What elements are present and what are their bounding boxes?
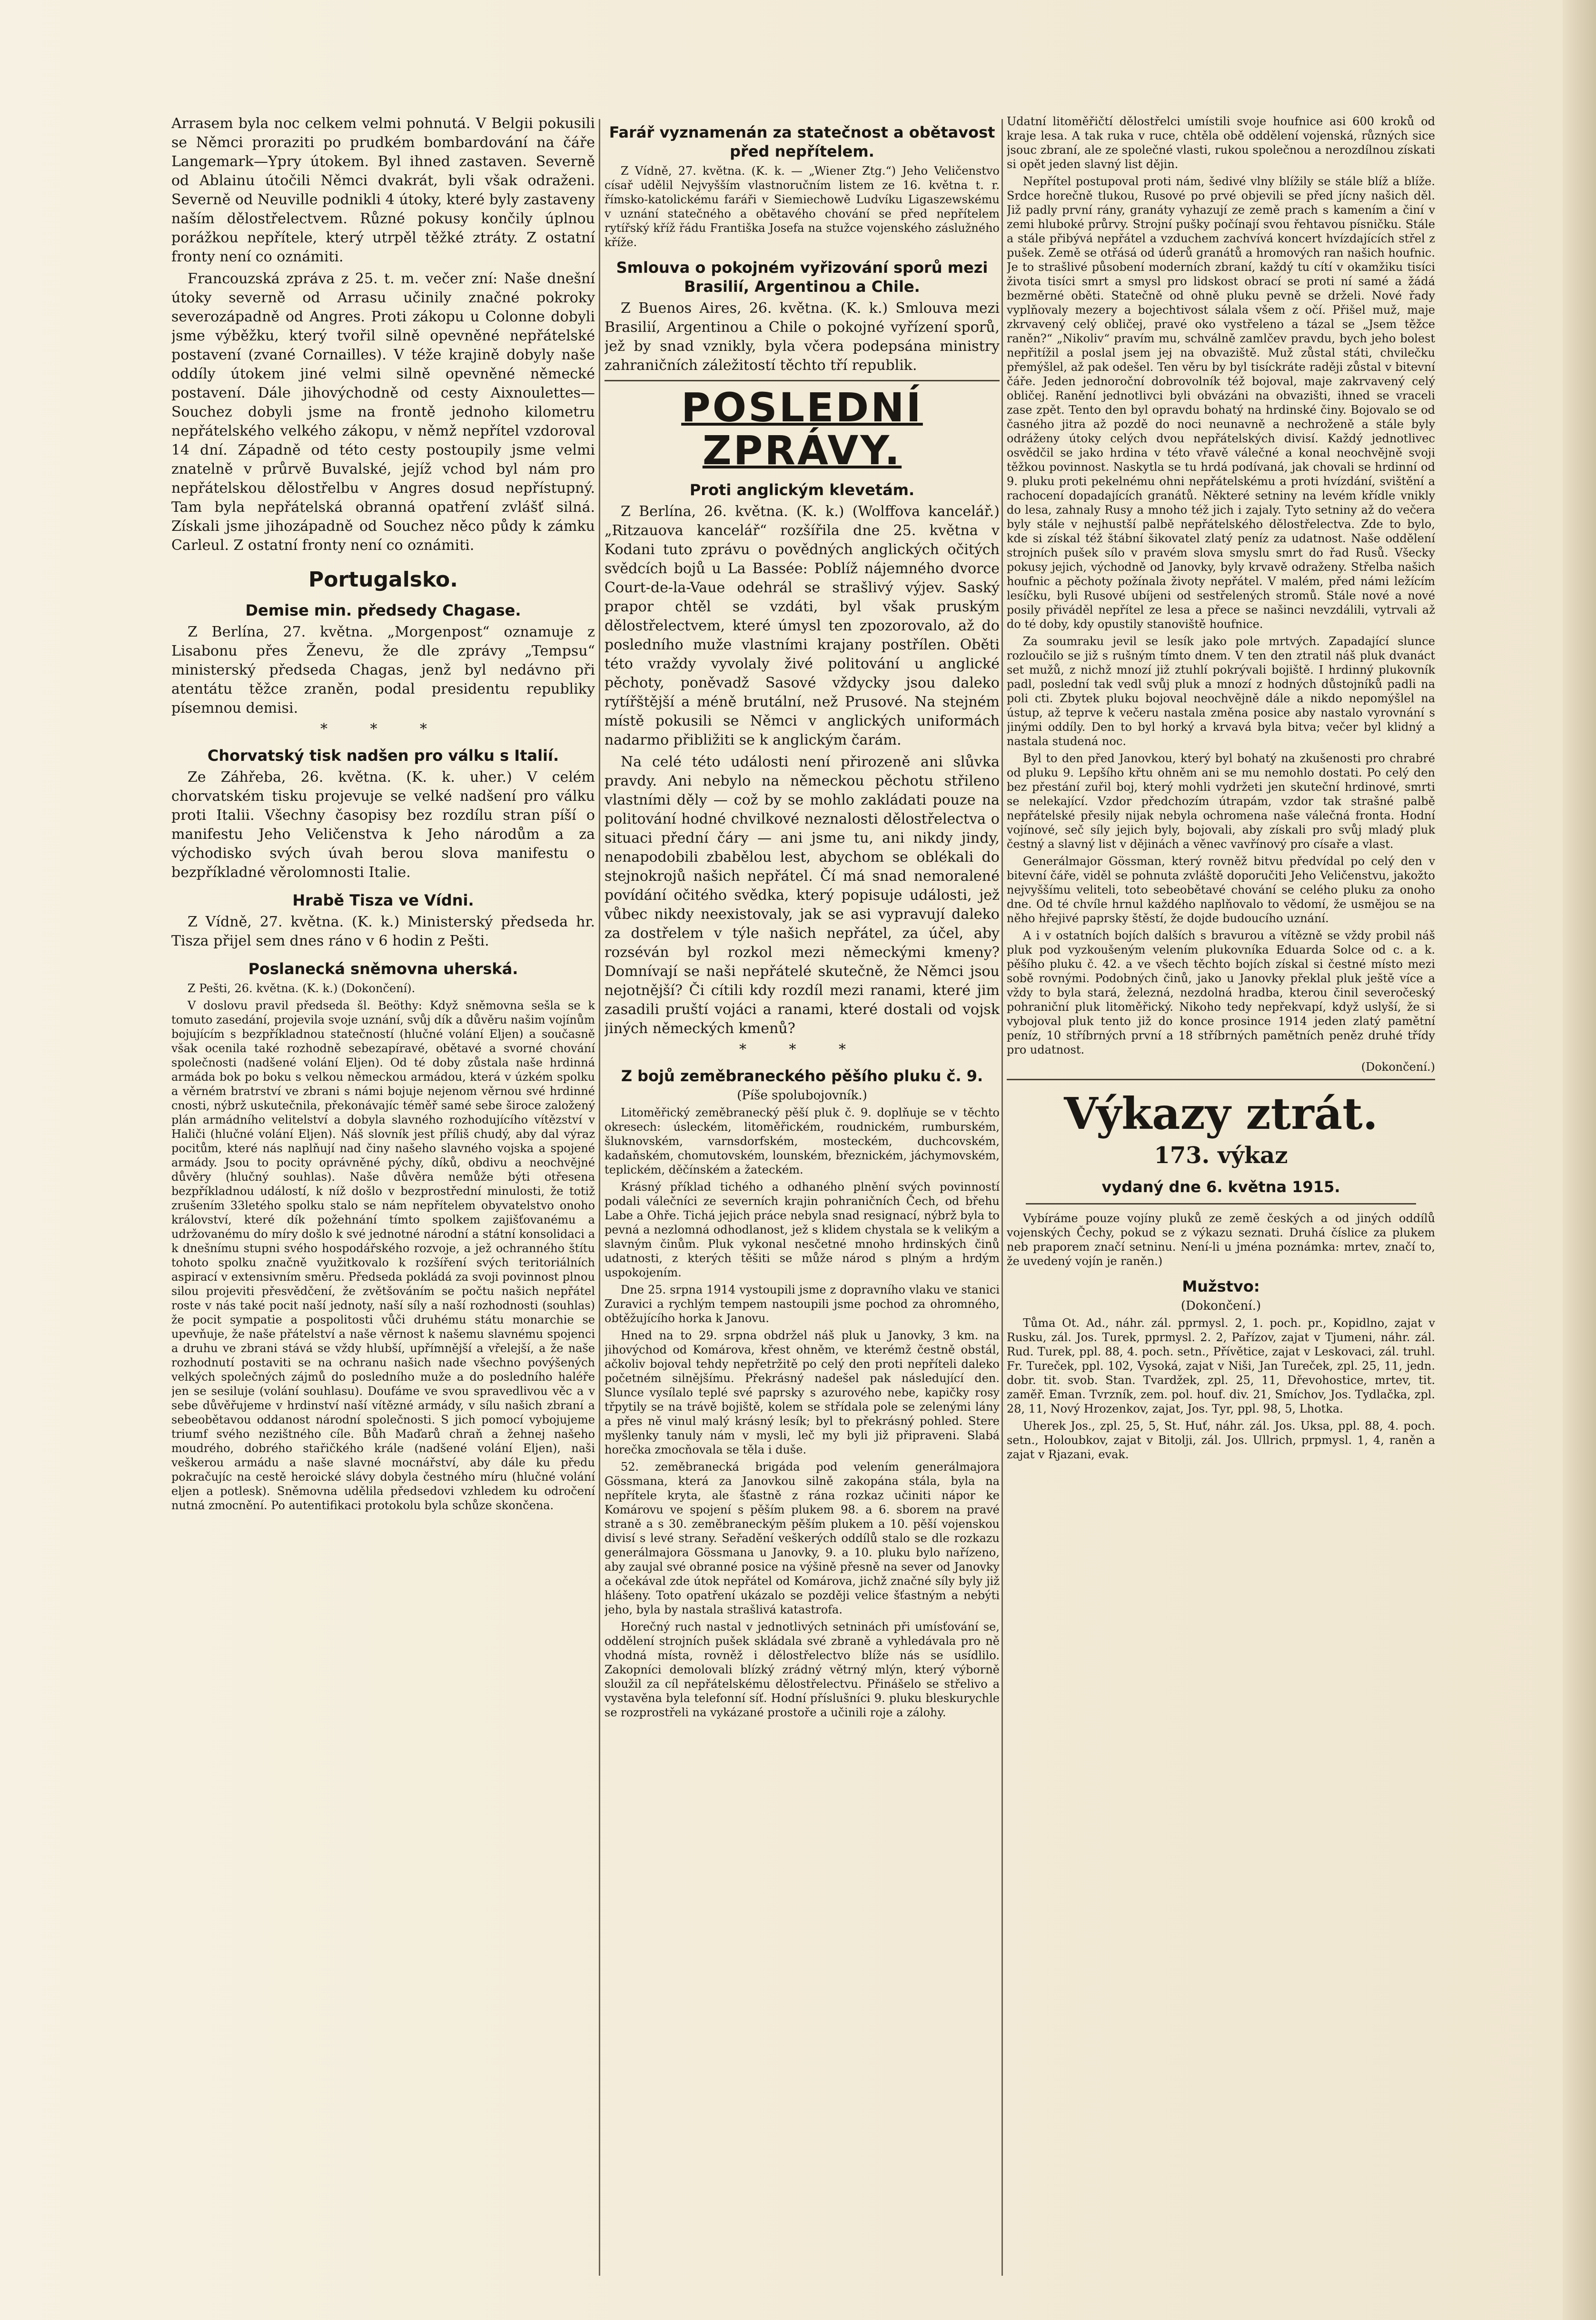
article-text: Z Berlína, 27. května. „Morgenpost“ oznamuje z Lisabonu přes Ženevu, že dle zprávy „Tempsu“ ministerský předseda Chagas, jenž byl nedávno při atentátu těžce zraněn, podal presidentu republiky písemnou demisi. — [171, 624, 595, 717]
article-text: Francouzská zpráva z 25. t. m. večer zní: Naše dnešní útoky severně od Arrasu učinily značné pokroky severozápadně od Angres. Proti zákopu u Colonne dobyli jsme výběžku, který tvořil silně opevněné nepřátelské postavení (zvané Cornailles). V téže krajině dobyly naše oddíly útokem jiné velmi silně opevněné německé postavení. Dále jihovýchodně od cesty Aixnoulettes—Souchez dobyli jsme na frontě jednoho kilometru nepřátelského velkého zákopu, v němž nepřítel vzdoroval 14 dní. Západně od této cesty postoupily jsme velmi znatelně v průrvě Buvalské, jejíž vchod byl nám pro nepřátelskou dělostřelbu v Angres dosud nepřístupný. Tam byla nepřátelská obranná opatření zvlášť silná. Získali jsme jihozápadně od Souchez něco půdy k zámku Carleul. Z ostatní fronty není co oznámiti. — [171, 270, 595, 554]
column-2 — [605, 114, 1000, 2276]
article-heading: Demise min. předsedy Chagase. — [245, 601, 521, 619]
article-text: A i v ostatních bojích dalších s bravurou a vítězně se vždy probil náš pluk pod vyzkoušeným velením plukovníka Eduarda Solce od c. a k. pěšího pluku č. 42. a ve všech těchto bojích získal si čestné místo mezi sobě rovnými. Podobných činů, jako u Janovky překlal pluk ještě více a vždy to byla stará, železná, nezdolná hradba, kterou činil severočeský pohraniční pluk litoměřický. Nikoho tedy nepřekvapí, když uslyší, že si vybojoval pluk tento již do konce prosince 1914 jeden zlatý pamětní peníz, 10 stříbrných první a 18 stříbrných pamětních peněz druhé třídy pro udatnost. — [1007, 929, 1435, 1056]
article-heading: Mužstvo: — [1182, 1277, 1260, 1295]
article-heading: Proti anglickým klevetám. — [689, 481, 915, 499]
report-number: 173. výkaz — [1154, 1142, 1288, 1169]
divider — [605, 380, 1000, 381]
article-heading: Poslanecká sněmovna uherská. — [248, 960, 518, 978]
column-1 — [171, 114, 595, 2276]
separator-stars: * * * — [739, 1041, 865, 1058]
article-text: Na celé této události není přirozeně ani slůvka pravdy. Ani nebylo na německou pěchotu střileno vlastními děly — což by se mohlo zakládati pouze na politování hodné chvilkové neznalosti dělostřelectva o situaci přední čáry — ani jsme tu, ani nikdy jindy, nenapodobili zbabělou lest, abychom se oblékali do stejnokrojů našich nepřátel. Čí má snad nemoralené povídání očitého svědka, který popisuje události, jež vůbec nikdy neexistovaly, jak se asi vypravují daleko za dostřelem v týle našich nepřátel, za účel, aby rozséván byl rozkol mezi německými kmeny? Domnívají se naši nepřátelé skutečně, že Němci jsou nejotnější? Či cítili kdy rozdíl mezi ranami, které jim zasadili pruští vojáci a ranami, které dostali od vojsk jiných německých kmenů? — [605, 754, 1000, 1037]
article-text: Dne 25. srpna 1914 vystoupili jsme z dopravního vlaku ve stanici Zuravici a rychlým tempem nastoupili jsme pochod za ohromného, obtěžujícího horka k Janovu. — [605, 1283, 1000, 1325]
article-text: Horečný ruch nastal v jednotlivých setninách při umísťování se, oddělení strojních pušek skládala své zbraně a vyhledávala pro ně vhodná místa, rovněž i dělostřelectvo blíže nás se usídlilo. Zakopníci demolovali blízký zrádný větrný mlýn, který výborně sloužil za cíl nepřátelskému dělostřelectvu. Přinášelo se střelivo a vystavěna byla telefonní síť. Hodní příslušníci 9. pluku bleskurychle se rozprostřeli na vykázané prostoře a učinili roje a zálohy. — [605, 1620, 1000, 1719]
page-edge — [1563, 0, 1596, 2320]
article-text: Za soumraku jevil se lesík jako pole mrtvých. Zapadající slunce rozloučilo se již s rušným tímto dnem. V ten den ztratil náš pluk dvanáct set mužů, z nichž mnozí již ztuhlí pokrývali bojiště. I hrdinný plukovník padl, poslední tak vedl svůj pluk a mnozí z hodných důstojníků padli na poli cti. Zbytek pluku bojoval neochvějně dále a nikdo nepomýšlel na ústup, až teprve k večeru nastala změna posice aby nastalo vyrovnání s jinými oddíly. Den to byl horký a krvavá byla bitva; večer byl klidný a nastala studená noc. — [1007, 635, 1435, 748]
article-text: Z Vídně, 27. května. (K. k.) Ministerský předseda hr. Tisza přijel sem dnes ráno v 6 hodin z Pešti. — [171, 914, 595, 949]
article-text: Hned na to 29. srpna obdržel náš pluk u Janovky, 3 km. na jihovýchod od Komárova, křest ohněm, ve kterémž čestně obstál, ačkoliv bojoval tehdy nepřetržitě po celý den proti nepříteli daleko početném silnějšímu. Překrásný nadešel pak následující den. Slunce vysílalo teplé své paprsky s azurového nebe, kapičky rosy třpytily se na trávě bojiště, kolem se střídala pole se zelenými lány a přes ně vinul malý krásný lesík; byl to překrásný pohled. Stere myšlenky tanuly nám v mysli, leč my byli již připraveni. Slabá horečka zmocňovala se těla i duše. — [605, 1329, 1000, 1456]
casualty-list: Uherek Jos., zpl. 25, 5, St. Huť, náhr. zál. Jos. Uksa, ppl. 88, 4. poch. setn., Holoubkov, zajat v Bitolji, zál. Jos. Ullrich, prpmysl. 1, 4, raněn a zajat v Rjazani, evak. — [1007, 1419, 1435, 1461]
section-banner: POSLEDNÍ ZPRÁVY. — [681, 384, 923, 474]
article-text: Z Buenos Aires, 26. května. (K. k.) Smlouva mezi Brasilií, Argentinou a Chile o pokojné vyřízení sporů, jež by snad vznikly, byla včera podepsána ministry zahraničních záležitostí těchto tří republik. — [605, 300, 1000, 374]
casualty-list: Tůma Ot. Ad., náhr. zál. pprmysl. 2, 1. poch. pr., Kopidlno, zajat v Rusku, zál. Jos. Turek, pprmysl. 2. 2, Pařízov, zajat v Tjumeni, náhr. zál. Rud. Turek, ppl. 88, 4. poch. setn., Přívětice, zajat v Leskovaci, zál. truhl. Fr. Tureček, ppl. 102, Vysoká, zajat v Niši, Jan Tureček, zpl. 25, 11, jedn. dobr. tit. svob. Stan. Tvardžek, zpl. 25, 11, Dřevohostice, mrtev, tit. zaměř. Eman. Tvrzník, zem. pol. houf. div. 21, Smíchov, Jos. Tydlačka, zpl. 28, 11, Nový Hrozenkov, zajat, Jos. Tyr, ppl. 98, 5, Lhotka. — [1007, 1316, 1435, 1415]
dateline: Z Pešti, 26. května. (K. k.) (Dokončení). — [188, 982, 416, 995]
article-text: Litoměřický zeměbranecký pěší pluk č. 9. doplňuje se v těchto okresech: úsleckém, litoměřickém, roudnickém, rumburském, šluknovském, varnsdorfském, mosteckém, duchcovském, kadaňském, chomutovském, lounském, březnickém, jáchymovském, teplickém, děčínském a žateckém. — [605, 1106, 1000, 1176]
article-heading: Hrabě Tisza ve Vídni. — [292, 891, 474, 909]
article-text: Vybíráme pouze vojíny pluků ze země českých a od jiných oddílů vojenských Čechy, pokud se z výkazu seznati. Druhá číslice za plukem neb praporem značí setninu. Není-li u jména poznámka: mrtev, značí to, že uvedený vojín je raněn.) — [1007, 1212, 1435, 1268]
article-text: Ze Záhřeba, 26. května. (K. k. uher.) V celém chorvatském tisku projevuje se velké nadšení pro válku proti Italii. Všechny časopisy bez rozdílu stran píší o manifestu Jeho Veličenstva k Jeho národům a za východisko svých úvah berou slova manifestu o bezpříkladné věrolomnosti Italie. — [171, 769, 595, 881]
divider — [1026, 1203, 1416, 1205]
continuation-note: (Dokončení.) — [1361, 1060, 1435, 1074]
column-3 — [1007, 114, 1435, 2276]
article-heading: Z bojů zeměbraneckého pěšího pluku č. 9. — [621, 1067, 983, 1085]
article-subheading: (Píše spolubojovník.) — [737, 1088, 867, 1103]
article-text: Byl to den před Janovkou, který byl bohatý na zkušenosti pro chrabré od pluku 9. Lepšího křtu ohněm ani se mu nemohlo dostati. Po celý den bez přestání zuřil boj, který mohli vydržeti jen skuteční hrdinové, smrti se nelekající. Vzdor předchozím útrapám, vzdor tak strašné palbě nepřátelské přesily nijak nebyla ochromena naše válečná fronta. Hodní vojínové, seč síly jejich byly, bojovali, aby získali pro svůj mladý pluk čestný a slavný list v dějinách a věnec vavřínový pro císaře a vlast. — [1007, 752, 1435, 851]
article-text: Krásný příklad tichého a odhaného plnění svých povinností podali válečníci ze severních krajin pohraničních Čech, od břehu Labe a Ohře. Tichá jejich práce nebyla snad resignací, nýbrž byla to pevná a nezlomná odhodlanost, jež s klidem chystala se k velikým a slavným činům. Pluk vykonal nesčetné mnoho hrdinských činů udatnosti, z kterých těšiti se může národ s plným a hrdým uspokojením. — [605, 1180, 1000, 1279]
article-heading: Farář vyznamenán za statečnost a obětavost před nepřítelem. — [609, 123, 995, 160]
article-text: Arrasem byla noc celkem velmi pohnutá. V Belgii pokusili se Němci proraziti po prudkém bombardování na čáře Langemark—Ypry útokem. Byl ihned zastaven. Severně od Ablainu útočili Němci dvakrát, byli však odraženi. Severně od Neuville podnikli 4 útoky, které byly zastaveny naším dělostřelectvem. Různé pokusy končily úplnou porážkou nepřítele, který utrpěl těžké ztráty. Z ostatní fronty není co oznámiti. — [171, 115, 595, 265]
section-heading: Portugalsko. — [308, 568, 458, 592]
article-text: Z Berlína, 26. května. (K. k.) (Wolffova kancelář.) „Ritzauova kancelář“ rozšířila dne 25. května v Kodani tuto zprávu o povědných anglických očitých svědcích bojů u La Bassée: Poblíž nájemného dvorce Court-de-la-Vaue odehrál se strašlivý výjev. Saský prapor chtěl se vzdáti, byl však pruským dělostřelectvem, které úmysl ten zpozorovalo, až do posledního muže vlastními krajany postřílen. Oběti této vraždy vyvolaly živé politování u anglické pěchoty, poněvadž Sasové vždycky jsou daleko rytířštější a méně brutální, než Prusové. Na stejném místě pokusili se Němci v anglických uniformách nadarmo přibližiti se k anglickým čarám. — [605, 503, 1000, 748]
article-text: Z Vídně, 27. května. (K. k. — „Wiener Ztg.“) Jeho Veličenstvo císař udělil Nejvyšším vlastnoručním listem ze 16. května t. r. římsko-katolickému faráři v Siemiechowě Ludvíku Ligaszewskému v uznání statečného a obětavého chování se před nepřítelem rytířský kříž řádu Františka Josefa na stužce vojenského záslužného kříže. — [605, 164, 1000, 249]
article-text: Generálmajor Gössman, který rovněž bitvu předvídal po celý den v bitevní čáře, viděl se pohnuta zvláště doporučiti Jeho Veličenstvu, jakožto nejvyššímu veliteli, toto sebeobětavé chování se celého pluku za onoho dne. Od té chvíle hrnul každého naplňovalo to vědomí, že usmějou se na něho hřejivé paprsky štěstí, že dojde budoucího uznání. — [1007, 855, 1435, 925]
article-heading: Smlouva o pokojném vyřizování sporů mezi Brasilií, Argentinou a Chile. — [616, 259, 988, 296]
article-subheading: (Dokončení.) — [1180, 1299, 1261, 1313]
divider — [1007, 1079, 1435, 1080]
article-text: V doslovu pravil předseda šl. Beöthy: Když sněmovna sešla se k tomuto zasedání, projevila svoje uznání, svůj dík a důvěru našim vojínům bojujícím s bezpříkladnou statečností (hlučné volání Eljen) a současně však ocenila také rozhodně sebezapíravé, obětavé a svorné chování společnosti (nadšené volání Eljen). Od té doby zůstala naše hrdinná armáda bok po boku s velkou německou armádou, která v úzkém spolku a věrném bratrství ve zbrani s námi bojuje nejenom věrnou své hrdinné cnosti, nýbrž uskutečnila, překonávajíc téměř samé sebe široce založený plán armádního velitelství a dobyla slavného rozhodujícího vítězství v Haliči (hlučné volání Eljen). Náš slovník jest příliš chudý, aby dal výraz pocitům, které nás naplňují nad činy našeho slavného vojska a spojené armády. Jsou to pocity oprávněné pýchy, díků, obdivu a neochvějné důvěry (hlučný souhlas). Naše důvěra nemůže býti otřesena bezpříkladnou událostí, k níž došlo v bezprostřední minulosti, že totiž zrušením 33letého spolku stalo se nám nepřítelem obyvatelstvo onoho království, které dík požehnání tímto spolkem zajišťovanému a udržovanému do míry došlo k své jednotné národní a státní konsolidaci a k dnešnímu stupni svého hospodářského rozvoje, a jež ochranného štítu tohoto spolku značně využitkovalo k rozšíření svých teritoriálních aspirací v extensivním směru. Předseda pokládá za svoji povinnost plnou silou projeviti přesvědčení, že zvětšováním se počtu našich nepřátel roste v nás také pocit naší jednoty, naší síly a naší rozhodnosti (souhlas) že pocit sympatie a pospolitosti vůči druhému státu monarchie se upevňuje, že naše přátelství a naše věrnost k našemu slavnému spojenci a druhu ve zbrani stává se vždy hlubší, upřímnější a vřelejší, a že naše rozhodnutí postaviti se na ochranu našich nade všechno povýšených velkých společných zájmů do posledního muže a do posledního haléře jen se sesiluje (volání souhlasu). Doufáme ve svou spravedlivou věc a v sebe důvěřujeme v hrdinství naší vítězné armády, v sílu našich zbraní a sebeobětavou oddanost národní společnosti. S jich pomocí vybojujeme triumf svého nezištného cíle. Bůh Maďarů chraň a žehnej našeho moudrého, dobrého stařičkého krále (nadšené volání Eljen), naši veškerou armádu a naše slavné mocnářství, aby dále ku předu pokračujíc na cestě heroické slávy dobyla čestného míru (hlučné volání eljen a potlesk). Sněmovna udělila předsedovi vzhledem ku odročení nutná zmocnění. Po autentifikaci protokolu byla schůze skončena. — [171, 999, 595, 1512]
article-heading: Chorvatský tisk nadšen pro válku s Italií. — [207, 747, 559, 765]
report-date: vydaný dne 6. května 1915. — [1101, 1178, 1340, 1196]
article-text: Nepřítel postupoval proti nám, šedivé vlny blížily se stále blíž a blíže. Srdce horečně tlukou, Rusové po prvé objevili se před jícny našich děl. Již padly první rány, granáty vyhazují ze země prach s kamením a činí v zemi hluboké průrvy. Strojní pušky počínají svou řehtavou písničku. Stále a stále přibývá nepřátel a vzduchem zachvívá koncert hvízdajících střel z pušek. Země se otřásá od úderů granátů a hromových ran našich houfnic. Je to strašlivé působení moderních zbraní, každý tu cítí v okamžiku tisíci života tisíci smrt a smysl pro lidskost obrací se proti ní samé a žádá bezměrné oběti. Statečně od ohně pluku pevně se drželi. Nové řady vyplňovaly mezery a bojechtivost sálala všem z očí. Přišel muž, maje zkrvavený celý obličej, pravé oko vystřeleno a tázal se „Jsem těžce raněn?“ „Nikoliv“ pravím mu, schválně zamlčev pravdu, bych jeho bolest nepřitížil a poslal jsem jej na obvaziště. Muž zůstal státi, chvilečku přemýšlel, až pak odešel. Ten věru by byl tisíckráte raději zůstal v bitevní čáře. Jeden jednoroční dobrovolník též bojoval, maje zakrvavený celý obličej. Ranění jednotlivci byli obvázáni na obvazišti, ihned se vraceli zase zpět. Tento den byl opravdu bohatý na hrdinské činy. Bojovalo se od časného jitra až pozdě do noci neunavně a nechroženě a stále byly odráženy útoky celých dvou nepřátelských divisí. Každý jednotlivec osvědčil se jako hrdina v této vřavě válečné a konal neochvějně svoji těžkou povinnost. Naskytla se tu hrdá podívaná, jak chovali se hrdinní od 9. pluku proti pekelnému ohni nepřátelskému a proti hvízdání, svištění a rachocení dopadajících granátů. Některé setniny na levém křídle vnikly do lesa, zahnaly Rusy a mnoho též jich i zajaly. Tyto setniny až do večera byly stále v nejhustší palbě nepřátelského dělostřelectva. Zde to bylo, kde si získal též štábní šikovatel zlatý peníz za udatnost. Naše oddělení strojních pušek sílo v pravém slova smyslu smrt do řad Rusů. Všecky pokusy jejich, východně od Janovky, byly krvavě odraženy. Střelba našich houfnic a pěchoty požínala životy nepřátel. V malém, před námi ležícím lesíčku, byli Rusové ubíjeni od sestřelených stromů. Stále nové a nové posily přiváděl nepřítel ze lesa a přece se našinci nevzdálili, vytrvali až do té doby, kdy opustily stanoviště houfnice. — [1007, 175, 1435, 631]
article-text: 52. zeměbranecká brigáda pod velením generálmajora Gössmana, která za Janovkou silně zakopána stála, byla na nepřítele kryta, ale šťastně z rána rozkaz učiniti nápor ke Komárovu ve spojení s pěším plukem 98. a 6. sborem na pravé straně a s 30. zeměbraneckým pěším plukem a 10. pěší vojenskou divisí s levé strany. Seřadění veškerých oddílů stalo se dle rozkazu generálmajora Gössmana u Janovky, 9. a 10. pluku bylo nařízeno, aby zaujal své obranné posice na výšině přesně na sever od Janovky a očekával zde útok nepřátel od Komárova, jichž značné síly byly již hlášeny. Toto opatření ukázalo se později velice šťastným a nebýti jeho, byla by nastala strašlivá katastrofa. — [605, 1460, 1000, 1616]
section-banner: Výkazy ztrát. — [1064, 1088, 1378, 1139]
column-rule — [1001, 119, 1003, 2276]
column-rule — [599, 119, 600, 2276]
separator-stars: * * * — [320, 721, 446, 737]
article-text: Udatní litoměřičtí dělostřelci umístili svoje houfnice asi 600 kroků od kraje lesa. A tak ruka v ruce, chtěla obě oddělení vojenská, různých sice jsouc zbraní, ale ze společné vlasti, rukou společnou a nerozdílnou získati si opět jeden slavný list dějin. — [1007, 115, 1435, 171]
